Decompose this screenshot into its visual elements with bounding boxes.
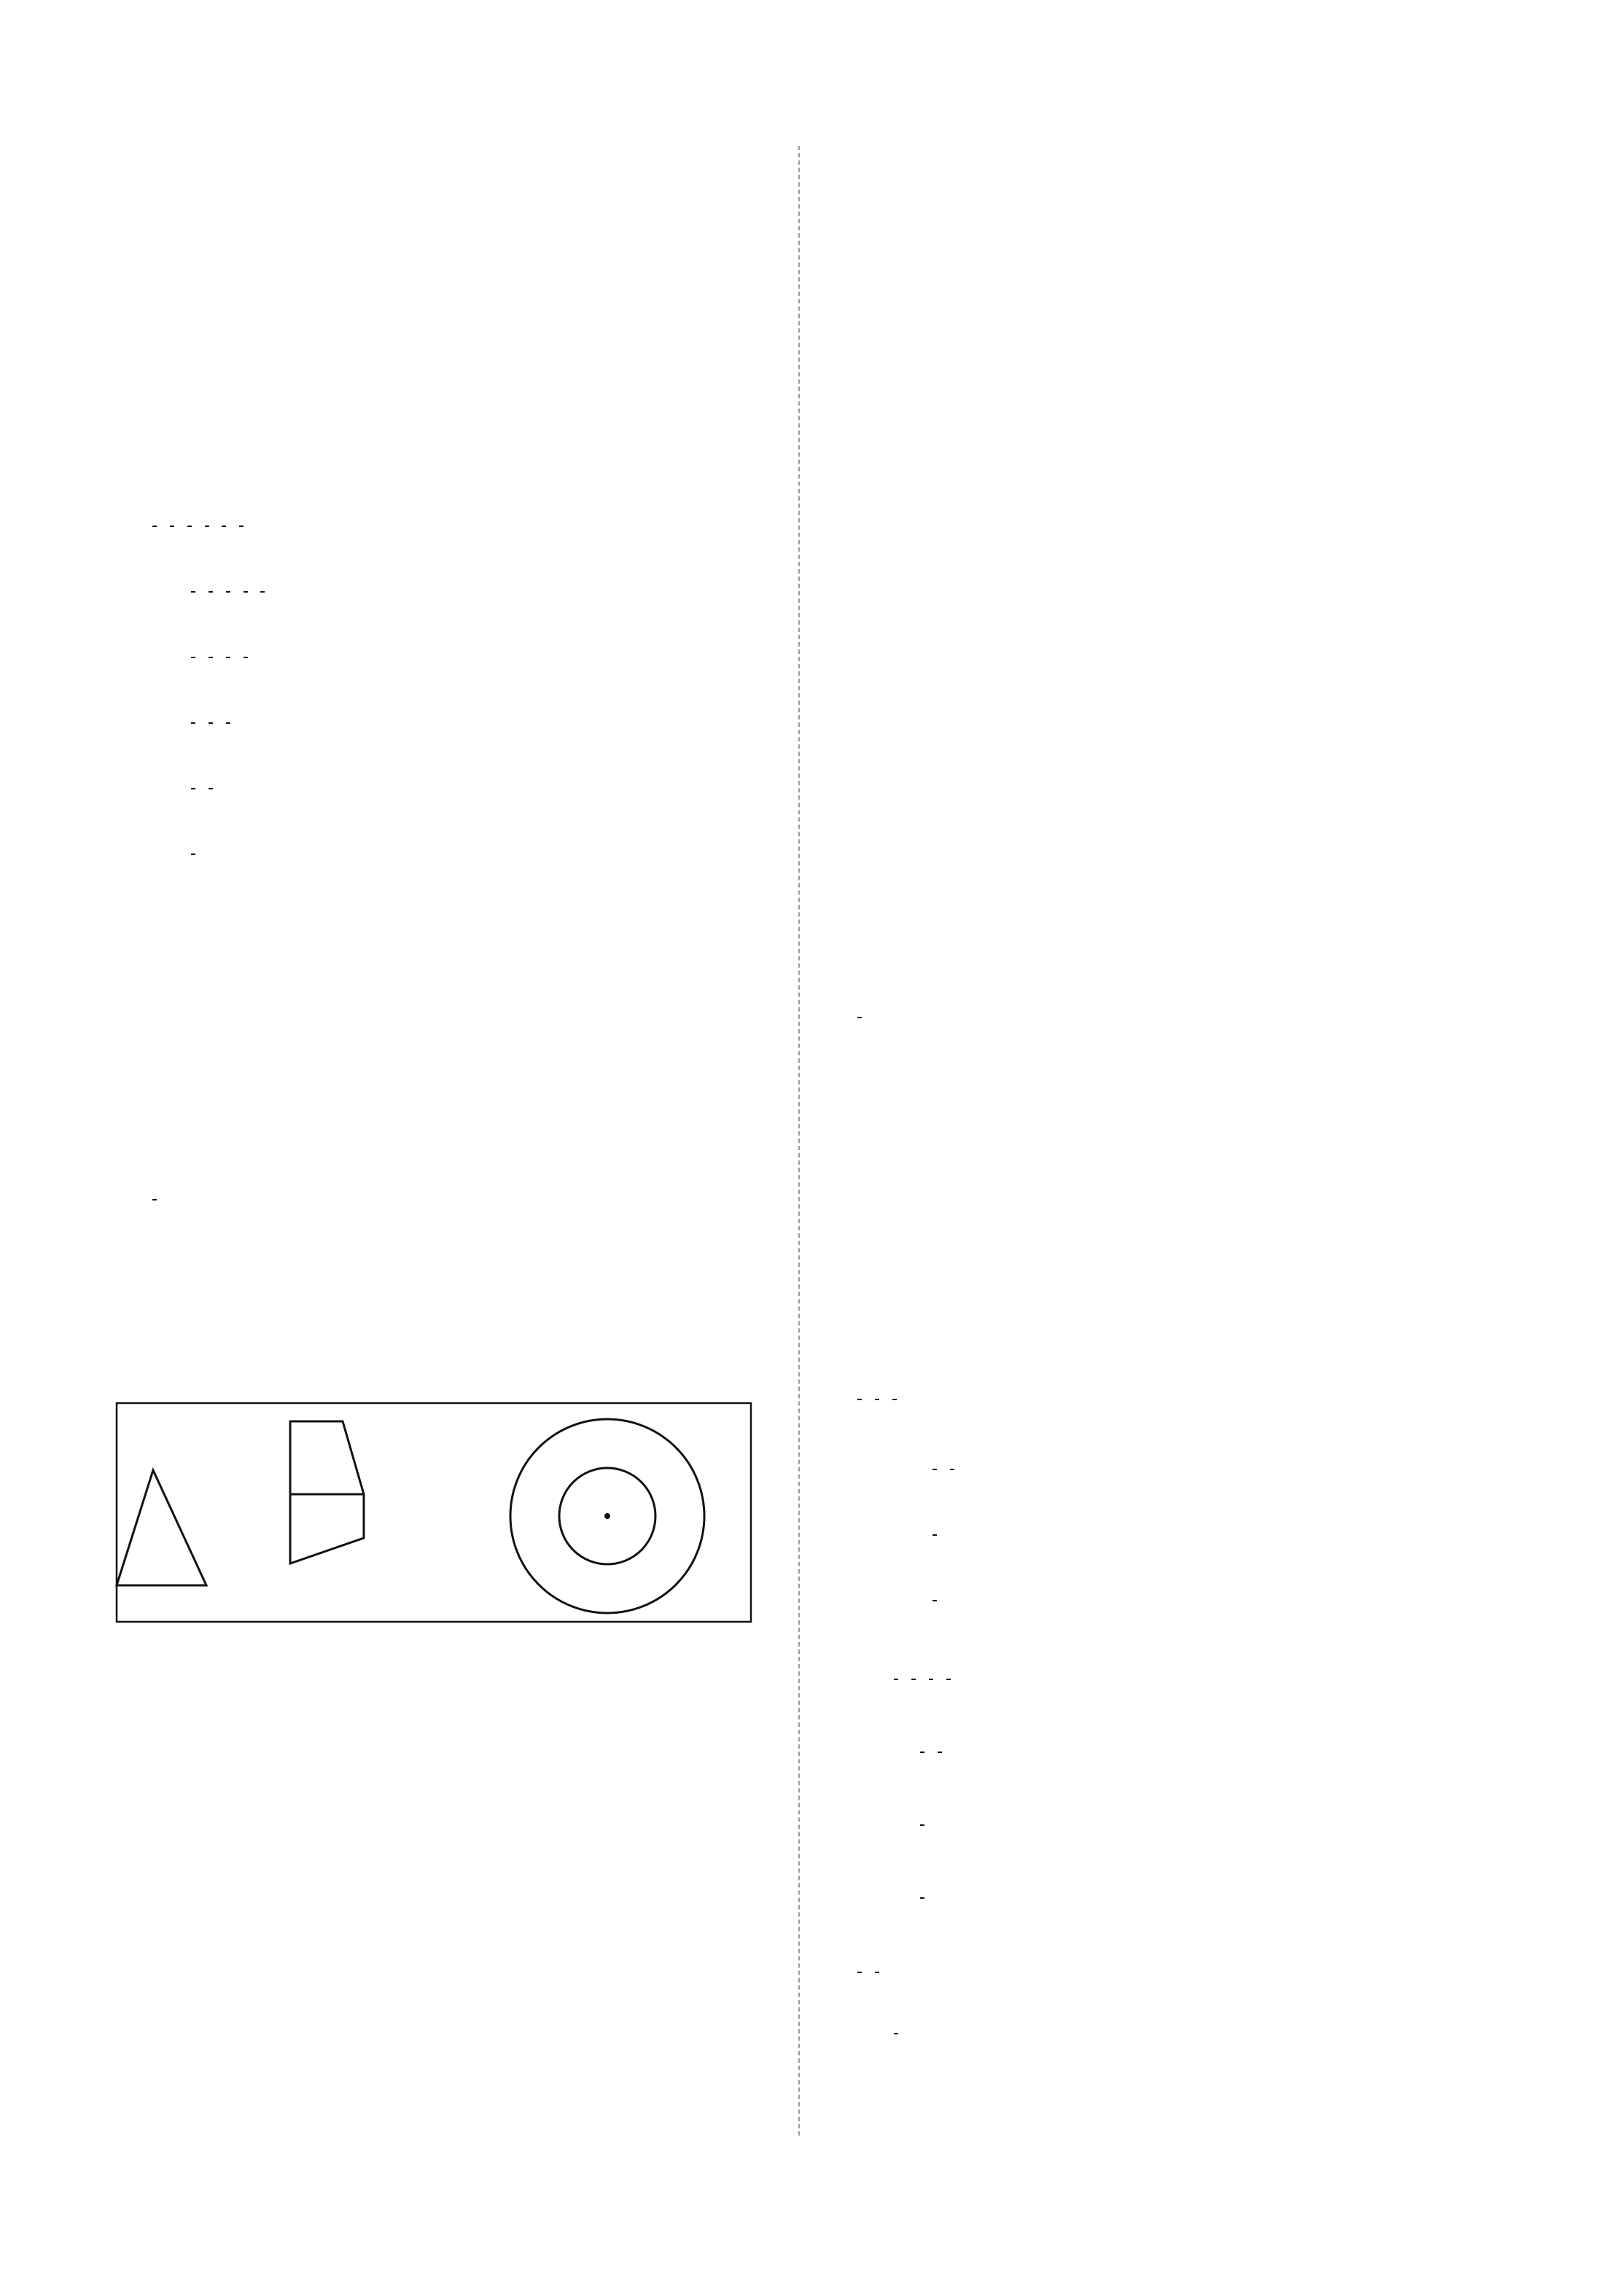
fraction [894, 1679, 898, 1680]
fraction [950, 1469, 954, 1470]
quadrilateral-p [290, 1421, 364, 1563]
fraction [226, 657, 230, 658]
q26r-part2-step3 [917, 1869, 927, 1924]
q25-part2-step5 [188, 825, 198, 880]
fraction [938, 1752, 942, 1753]
fraction [932, 1600, 937, 1601]
fraction [191, 657, 195, 658]
q26r-part2-step2 [917, 1796, 927, 1851]
q25-part2-step1 [188, 563, 268, 618]
fraction [222, 526, 226, 527]
fraction [857, 1017, 862, 1018]
fraction [239, 526, 244, 527]
q26r-part2 [891, 1650, 954, 1706]
fraction [226, 591, 230, 593]
q26-line7 [149, 1165, 160, 1226]
q25-part2-step3 [188, 694, 233, 749]
fraction [209, 657, 213, 658]
fraction [920, 1824, 924, 1826]
center-point-o [604, 1513, 610, 1519]
q26r-part2-step1 [917, 1723, 945, 1778]
q25-part2-step4 [188, 760, 216, 815]
fraction [191, 788, 195, 789]
fraction [152, 1199, 157, 1200]
fraction [932, 1469, 937, 1470]
fraction [244, 657, 248, 658]
q27r-part1 [854, 1943, 882, 1999]
fraction [260, 591, 265, 593]
q26r-step3 [930, 1571, 940, 1627]
triangle-abc [117, 1470, 206, 1585]
fraction [920, 1897, 924, 1899]
q26r-step1 [930, 1440, 957, 1496]
q26r-part1 [854, 1370, 900, 1426]
fraction [209, 788, 213, 789]
fraction [894, 2033, 898, 2034]
q27r-part2 [891, 2004, 901, 2060]
fraction [892, 1399, 897, 1400]
fraction [191, 591, 195, 593]
fraction [911, 1679, 916, 1680]
fraction [946, 1679, 951, 1680]
fraction [875, 1972, 879, 1973]
fraction [244, 591, 248, 593]
fraction [226, 722, 230, 724]
coordinate-grid-figure [91, 1389, 762, 1651]
fraction [170, 526, 174, 527]
q26r-step2 [930, 1506, 940, 1561]
fraction [191, 854, 195, 855]
fraction [209, 722, 213, 724]
fraction [205, 526, 209, 527]
fraction [920, 1752, 924, 1753]
column-divider [798, 146, 800, 2136]
fraction [209, 591, 213, 593]
fraction [191, 722, 195, 724]
q25-part2 [149, 497, 246, 552]
fraction [857, 1399, 862, 1400]
fraction [875, 1399, 879, 1400]
fraction [932, 1534, 937, 1536]
fraction [152, 526, 157, 527]
q25-part2-step2 [188, 628, 251, 684]
fraction [929, 1679, 933, 1680]
fraction [187, 526, 192, 527]
fill-answers-1-8 [854, 988, 865, 1044]
fraction [857, 1972, 862, 1973]
